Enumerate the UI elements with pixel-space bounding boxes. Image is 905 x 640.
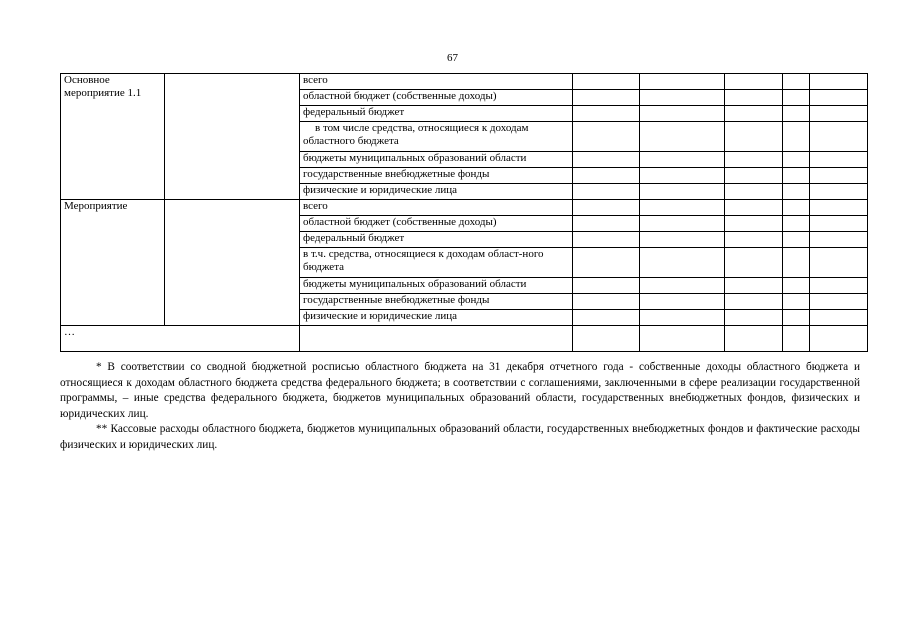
value-cell (783, 184, 810, 200)
value-cell (725, 184, 783, 200)
value-cell (725, 74, 783, 90)
measure-name-line: Мероприятие (64, 200, 128, 212)
value-cell (640, 294, 725, 310)
budget-table (60, 73, 868, 352)
value-cell (783, 168, 810, 184)
footnotes (60, 360, 860, 454)
funding-source-cell: государственные внебюджетные фонды (300, 294, 573, 310)
value-cell (783, 74, 810, 90)
value-cell (640, 152, 725, 168)
value-cell (810, 326, 868, 352)
value-cell (810, 74, 868, 90)
value-cell (573, 184, 640, 200)
value-cell (573, 216, 640, 232)
value-cell (640, 106, 725, 122)
value-cell (640, 326, 725, 352)
value-cell (810, 278, 868, 294)
value-cell (783, 152, 810, 168)
value-cell (640, 232, 725, 248)
value-cell (783, 294, 810, 310)
funding-source-cell: всего (300, 74, 573, 90)
measure-name-cell (61, 74, 165, 200)
value-cell (810, 200, 868, 216)
page-number: 67 (447, 52, 458, 64)
value-cell (573, 200, 640, 216)
funding-source-cell: федеральный бюджет (300, 106, 573, 122)
value-cell (725, 122, 783, 152)
value-cell (783, 90, 810, 106)
value-cell (810, 90, 868, 106)
table-row (61, 200, 868, 216)
value-cell (810, 152, 868, 168)
funding-source-cell: физические и юридические лица (300, 184, 573, 200)
value-cell (725, 294, 783, 310)
value-cell (573, 310, 640, 326)
value-cell (640, 278, 725, 294)
value-cell (573, 248, 640, 278)
value-cell (725, 326, 783, 352)
value-cell (640, 248, 725, 278)
value-cell (640, 74, 725, 90)
value-cell (810, 168, 868, 184)
value-cell (725, 310, 783, 326)
value-cell (573, 168, 640, 184)
value-cell (783, 310, 810, 326)
value-cell (783, 122, 810, 152)
value-cell (573, 74, 640, 90)
value-cell (783, 232, 810, 248)
value-cell (725, 216, 783, 232)
funding-source-cell (300, 326, 573, 352)
value-cell (725, 200, 783, 216)
value-cell (573, 152, 640, 168)
value-cell (573, 122, 640, 152)
value-cell (725, 248, 783, 278)
value-cell (810, 248, 868, 278)
value-cell (640, 200, 725, 216)
funding-source-cell: областной бюджет (собственные доходы) (300, 216, 573, 232)
value-cell (640, 216, 725, 232)
value-cell (810, 122, 868, 152)
funding-source-cell: государственные внебюджетные фонды (300, 168, 573, 184)
value-cell (783, 216, 810, 232)
table-row (61, 74, 868, 90)
value-cell (725, 278, 783, 294)
value-cell (573, 232, 640, 248)
value-cell (783, 106, 810, 122)
value-cell (810, 294, 868, 310)
value-cell (640, 90, 725, 106)
value-cell (573, 326, 640, 352)
value-cell (810, 106, 868, 122)
value-cell (783, 326, 810, 352)
value-cell (783, 248, 810, 278)
value-cell (725, 152, 783, 168)
value-cell (810, 216, 868, 232)
value-cell (725, 232, 783, 248)
value-cell (810, 310, 868, 326)
executor-cell (165, 74, 300, 200)
value-cell (573, 90, 640, 106)
ellipsis-cell: … (61, 326, 300, 352)
value-cell (573, 294, 640, 310)
funding-source-cell: федеральный бюджет (300, 232, 573, 248)
value-cell (783, 200, 810, 216)
value-cell (725, 168, 783, 184)
table-row (61, 326, 868, 352)
value-cell (573, 106, 640, 122)
funding-source-cell: областной бюджет (собственные доходы) (300, 90, 573, 106)
funding-source-cell: в том числе средства, относящиеся к доходам областного бюджета (300, 122, 573, 152)
footnote-1: * В соответствии со сводной бюджетной росписью областного бюджета на 31 декабря отчетного года - собственные доходы областного бюджета и относящиеся к доходам областного бюджета средства федерального бюджета; в соответствии с соглашениями, заключенными в сфере реализации государственной программы, – иные средства федерального бюджета, бюджетов муниципальных образований области, государственных внебюджетных фондов, физических и юридических лиц. (60, 361, 860, 420)
funding-source-cell: в т.ч. средства, относящиеся к доходам област-ного бюджета (300, 248, 573, 278)
footnote-2: ** Кассовые расходы областного бюджета, бюджетов муниципальных образований области, государственных внебюджетных фондов и фактические расходы физических и юридических лиц. (60, 423, 860, 451)
funding-source-cell: бюджеты муниципальных образований области (300, 278, 573, 294)
value-cell (640, 122, 725, 152)
measure-name-line: мероприятие 1.1 (64, 87, 142, 99)
funding-source-cell: всего (300, 200, 573, 216)
executor-cell (165, 200, 300, 326)
measure-name-line: Основное (64, 74, 110, 86)
value-cell (640, 310, 725, 326)
value-cell (640, 184, 725, 200)
value-cell (725, 90, 783, 106)
value-cell (810, 232, 868, 248)
value-cell (573, 278, 640, 294)
funding-source-cell: физические и юридические лица (300, 310, 573, 326)
funding-source-cell: бюджеты муниципальных образований области (300, 152, 573, 168)
measure-name-cell (61, 200, 165, 326)
value-cell (783, 278, 810, 294)
value-cell (725, 106, 783, 122)
value-cell (810, 184, 868, 200)
value-cell (640, 168, 725, 184)
